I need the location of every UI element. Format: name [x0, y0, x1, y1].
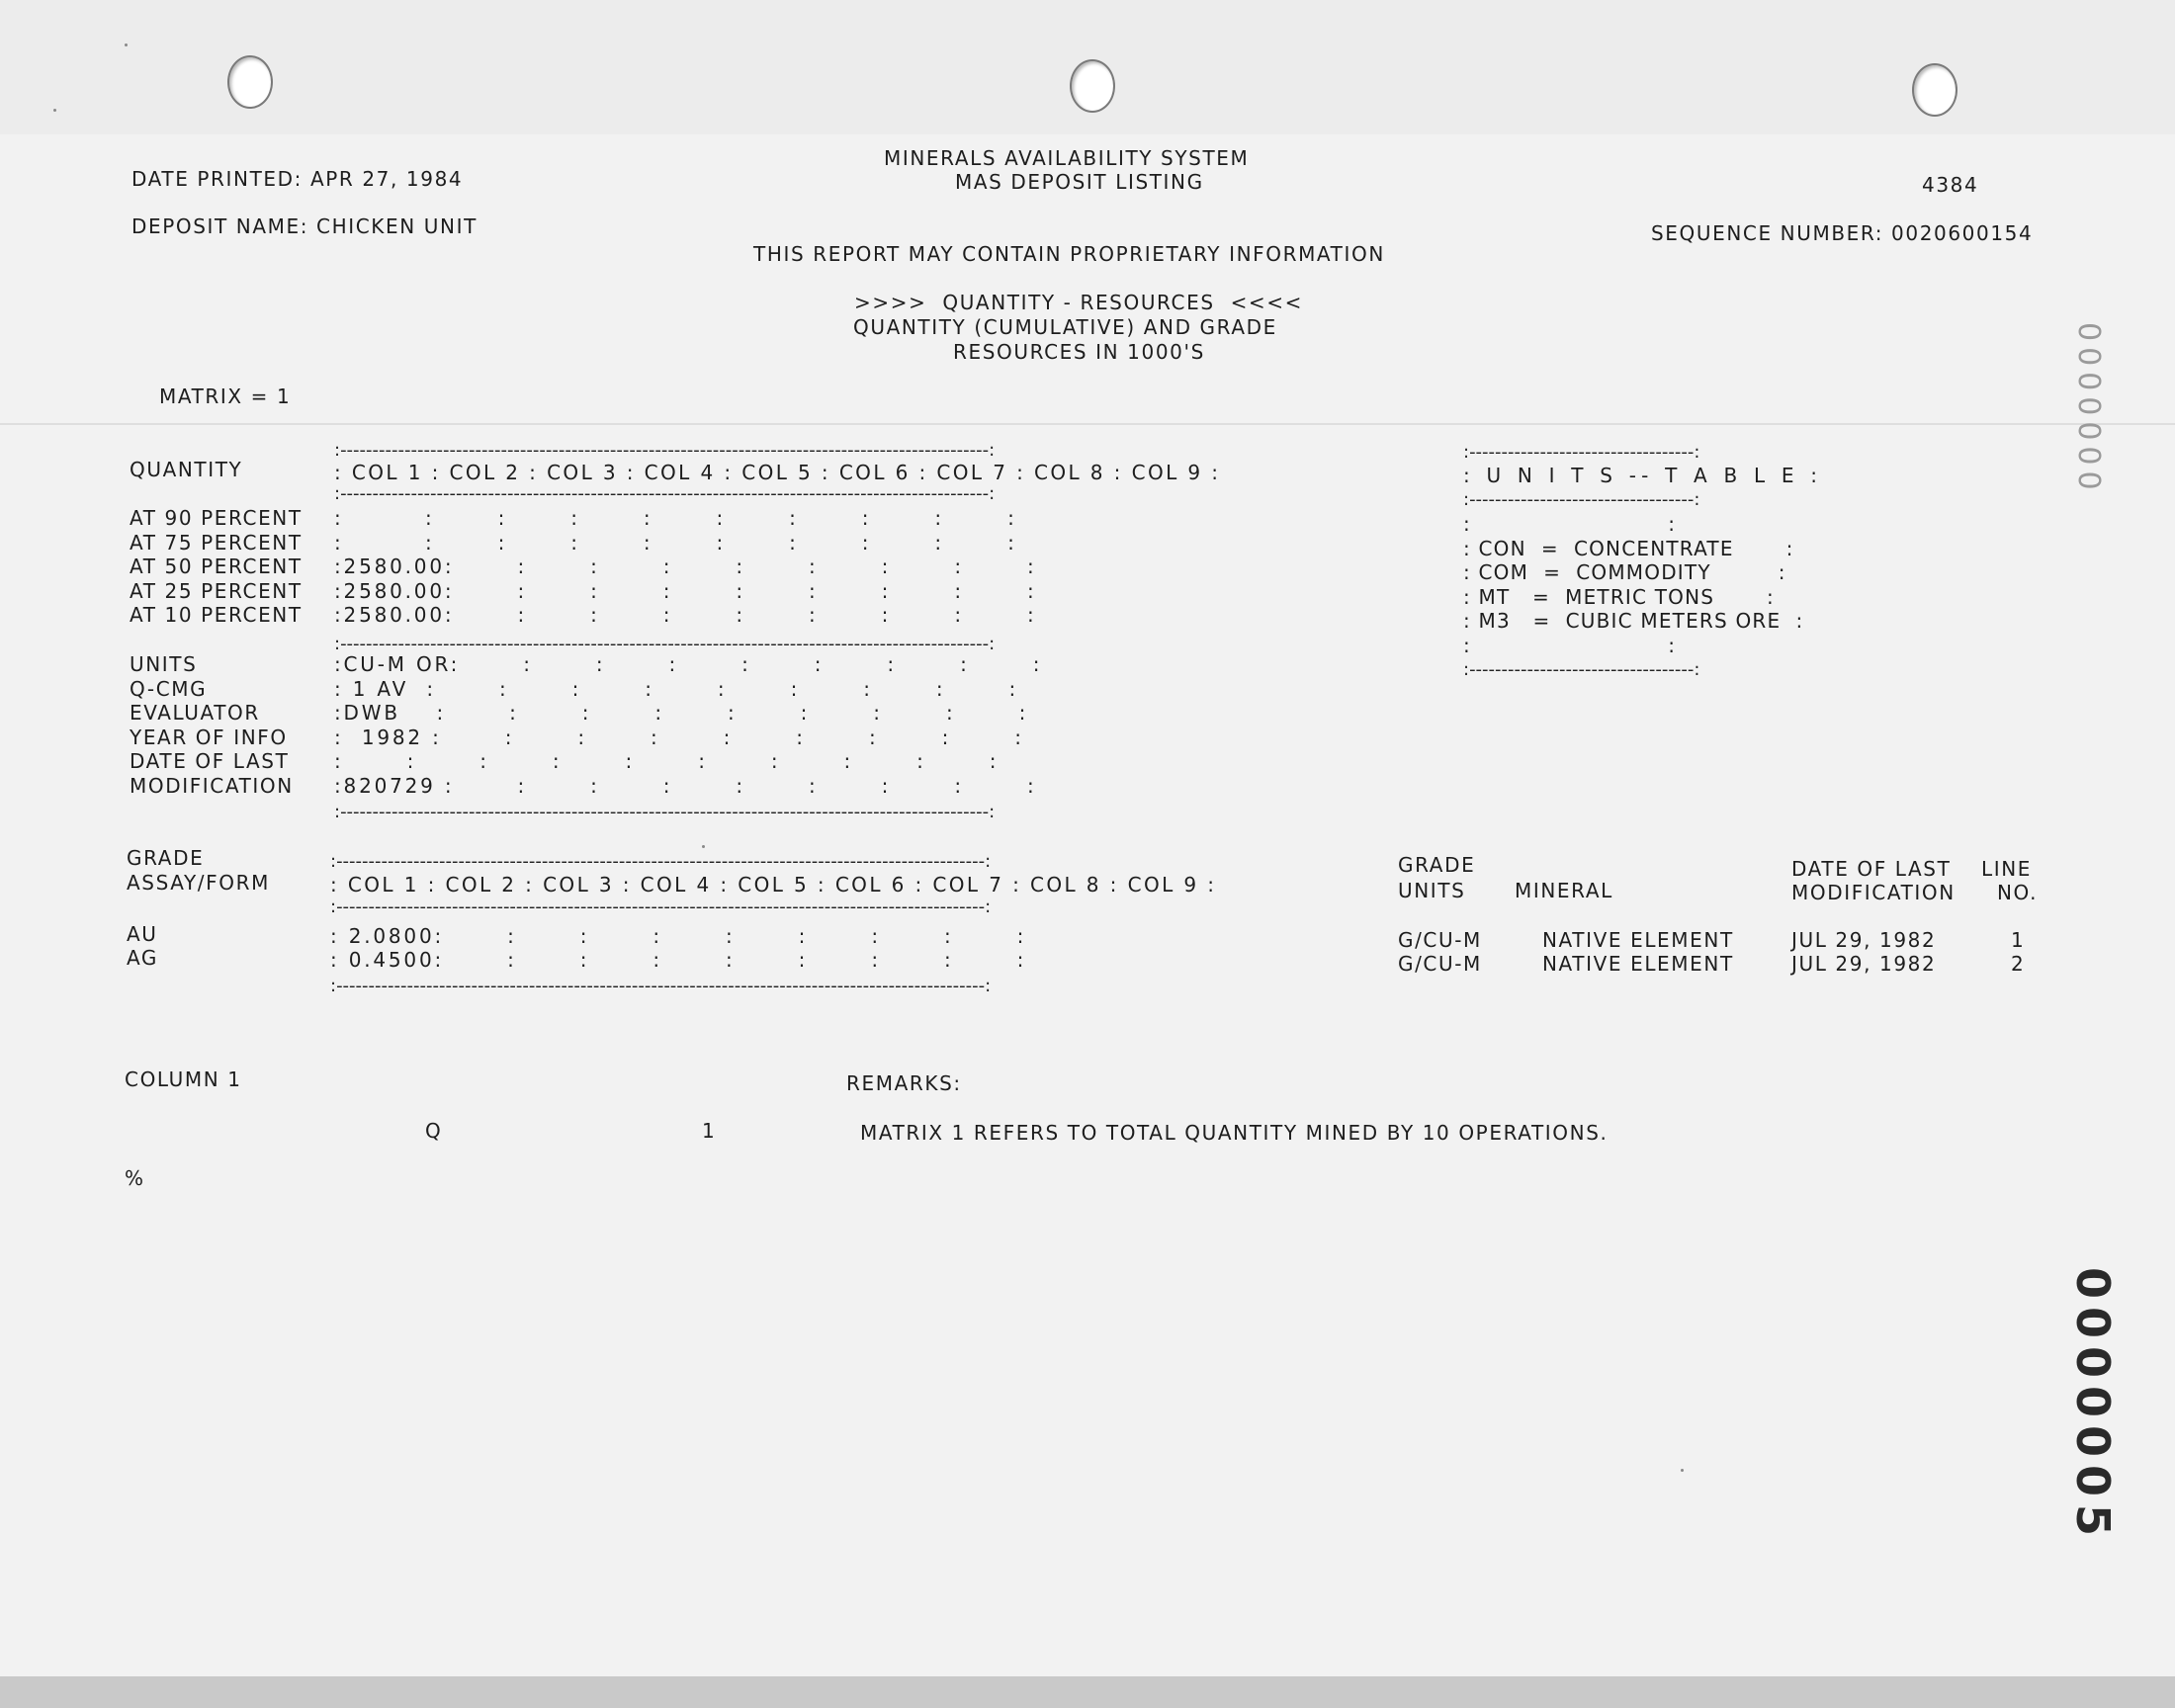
grade-row-cells: : 0.4500: : : : : : : : :: [330, 948, 1027, 972]
quantity-row-10: :2580.00: : : : : : : : :: [334, 603, 1037, 627]
meta-row-modification: :820729 : : : : : : : : :: [334, 774, 1037, 798]
grade-units-head-1: GRADE: [1398, 853, 1476, 877]
paper-speck: [702, 845, 705, 848]
grade-units-head-2: UNITS: [1398, 879, 1466, 902]
grade-row-line-no: 2: [2011, 952, 2026, 976]
quantity-row-25: :2580.00: : : : : : : : :: [334, 579, 1037, 603]
remarks-label: REMARKS:: [846, 1071, 962, 1095]
margin-document-number: 0000005: [2066, 1267, 2120, 1545]
meta-row-date-of-last: : : : : : : : : : :: [334, 749, 1000, 773]
units-table-title: : U N I T S -- T A B L E :: [1463, 464, 1823, 487]
date-head-2: MODIFICATION: [1791, 881, 1956, 904]
quantity-label: QUANTITY: [130, 458, 243, 481]
grade-row-units: G/CU-M: [1398, 952, 1482, 976]
date-printed: DATE PRINTED: APR 27, 1984: [131, 167, 464, 191]
q-label: Q: [425, 1119, 443, 1143]
section-subtitle: QUANTITY (CUMULATIVE) AND GRADE: [853, 315, 1277, 339]
units-row-m3: : M3 = CUBIC METERS ORE :: [1463, 609, 1804, 633]
row-label-50: AT 50 PERCENT: [130, 555, 303, 578]
sequence-number: SEQUENCE NUMBER: 0020600154: [1651, 221, 2034, 245]
mineral-head: MINERAL: [1515, 879, 1613, 902]
table-rule: :-----------------------------------------------------------------------------------------------------:: [334, 483, 996, 504]
section-subtitle-units: RESOURCES IN 1000'S: [953, 340, 1205, 364]
meta-label-qcmg: Q-CMG: [130, 677, 208, 701]
assay-form-label: ASSAY/FORM: [127, 871, 270, 895]
units-row-con: : CON = CONCENTRATE :: [1463, 537, 1794, 560]
table-rule: :-----------------------------------------------------------------------------------------------------:: [330, 976, 992, 996]
grade-row-element: AG: [127, 946, 159, 970]
units-row-mt: : MT = METRIC TONS :: [1463, 585, 1775, 609]
grade-row-line-no: 1: [2011, 928, 2026, 952]
proprietary-notice: THIS REPORT MAY CONTAIN PROPRIETARY INFORMATION: [753, 242, 1385, 266]
meta-row-units: :CU-M OR: : : : : : : : :: [334, 652, 1043, 676]
remark-text: MATRIX 1 REFERS TO TOTAL QUANTITY MINED BY 10 OPERATIONS.: [860, 1121, 1609, 1145]
meta-row-qcmg: : 1 AV : : : : : : : : :: [334, 677, 1019, 701]
quantity-row-75: : : : : : : : : : :: [334, 531, 1017, 555]
grade-row-units: G/CU-M: [1398, 928, 1482, 952]
units-table-blank: : :: [1463, 512, 1677, 536]
row-label-75: AT 75 PERCENT: [130, 531, 303, 555]
grade-row-cells: : 2.0800: : : : : : : : :: [330, 924, 1027, 948]
row-label-10: AT 10 PERCENT: [130, 603, 303, 627]
meta-label-year: YEAR OF INFO: [130, 726, 288, 749]
system-title: MINERALS AVAILABILITY SYSTEM: [884, 146, 1250, 170]
quantity-row-50: :2580.00: : : : : : : : :: [334, 555, 1037, 578]
line-no-head-1: LINE: [1981, 857, 2033, 881]
row-label-90: AT 90 PERCENT: [130, 506, 303, 530]
paper-speck: [1681, 1469, 1684, 1472]
meta-label-date-of-last: DATE OF LAST: [130, 749, 290, 773]
listing-title: MAS DEPOSIT LISTING: [955, 170, 1204, 194]
column-label: COLUMN 1: [125, 1068, 242, 1091]
units-table-blank: : :: [1463, 634, 1677, 657]
binder-hole-center: [1070, 59, 1115, 113]
q-value: 1: [702, 1119, 717, 1143]
margin-stamp: 0000000: [2071, 322, 2106, 496]
units-table-rule: :-----------------------------------:: [1463, 442, 1700, 463]
meta-label-modification: MODIFICATION: [130, 774, 294, 798]
paper-speck: [53, 109, 56, 112]
page-code: 4384: [1922, 173, 1979, 197]
binder-hole-right: [1912, 63, 1958, 117]
row-label-25: AT 25 PERCENT: [130, 579, 303, 603]
grade-row-element: AU: [127, 922, 158, 946]
matrix-label: MATRIX = 1: [159, 384, 292, 408]
units-row-com: : COM = COMMODITY :: [1463, 560, 1786, 584]
meta-row-evaluator: :DWB : : : : : : : : :: [334, 701, 1029, 725]
section-title: >>>> QUANTITY - RESOURCES <<<<: [854, 291, 1304, 314]
paper-speck: [125, 43, 128, 46]
table-rule: :-----------------------------------------------------------------------------------------------------:: [334, 440, 996, 461]
binder-hole-left: [227, 55, 273, 109]
meta-row-year: : 1982 : : : : : : : : :: [334, 726, 1024, 749]
grade-row-mineral: NATIVE ELEMENT: [1542, 928, 1734, 952]
line-no-head-2: NO.: [1997, 881, 2039, 904]
deposit-name: DEPOSIT NAME: CHICKEN UNIT: [131, 214, 478, 238]
grade-row-mineral: NATIVE ELEMENT: [1542, 952, 1734, 976]
table-rule: :-----------------------------------------------------------------------------------------------------:: [330, 897, 992, 917]
units-table-rule: :-----------------------------------:: [1463, 489, 1700, 510]
table-rule: :-----------------------------------------------------------------------------------------------------:: [334, 802, 996, 822]
percent-mark: %: [125, 1166, 145, 1190]
grade-label: GRADE: [127, 846, 205, 870]
fold-line: [0, 423, 2175, 425]
grade-row-date: JUL 29, 1982: [1791, 952, 1937, 976]
grade-column-header: : COL 1 : COL 2 : COL 3 : COL 4 : COL 5 : COL 6 : COL 7 : COL 8 : COL 9 :: [330, 873, 1217, 897]
units-table-rule: :-----------------------------------:: [1463, 659, 1700, 680]
table-rule: :-----------------------------------------------------------------------------------------------------:: [334, 634, 996, 654]
meta-label-evaluator: EVALUATOR: [130, 701, 260, 725]
table-rule: :-----------------------------------------------------------------------------------------------------:: [330, 851, 992, 872]
meta-label-units: UNITS: [130, 652, 198, 676]
quantity-row-90: : : : : : : : : : :: [334, 506, 1017, 530]
date-head-1: DATE OF LAST: [1791, 857, 1952, 881]
quantity-column-header: : COL 1 : COL 2 : COL 3 : COL 4 : COL 5 : COL 6 : COL 7 : COL 8 : COL 9 :: [334, 461, 1221, 484]
grade-row-date: JUL 29, 1982: [1791, 928, 1937, 952]
